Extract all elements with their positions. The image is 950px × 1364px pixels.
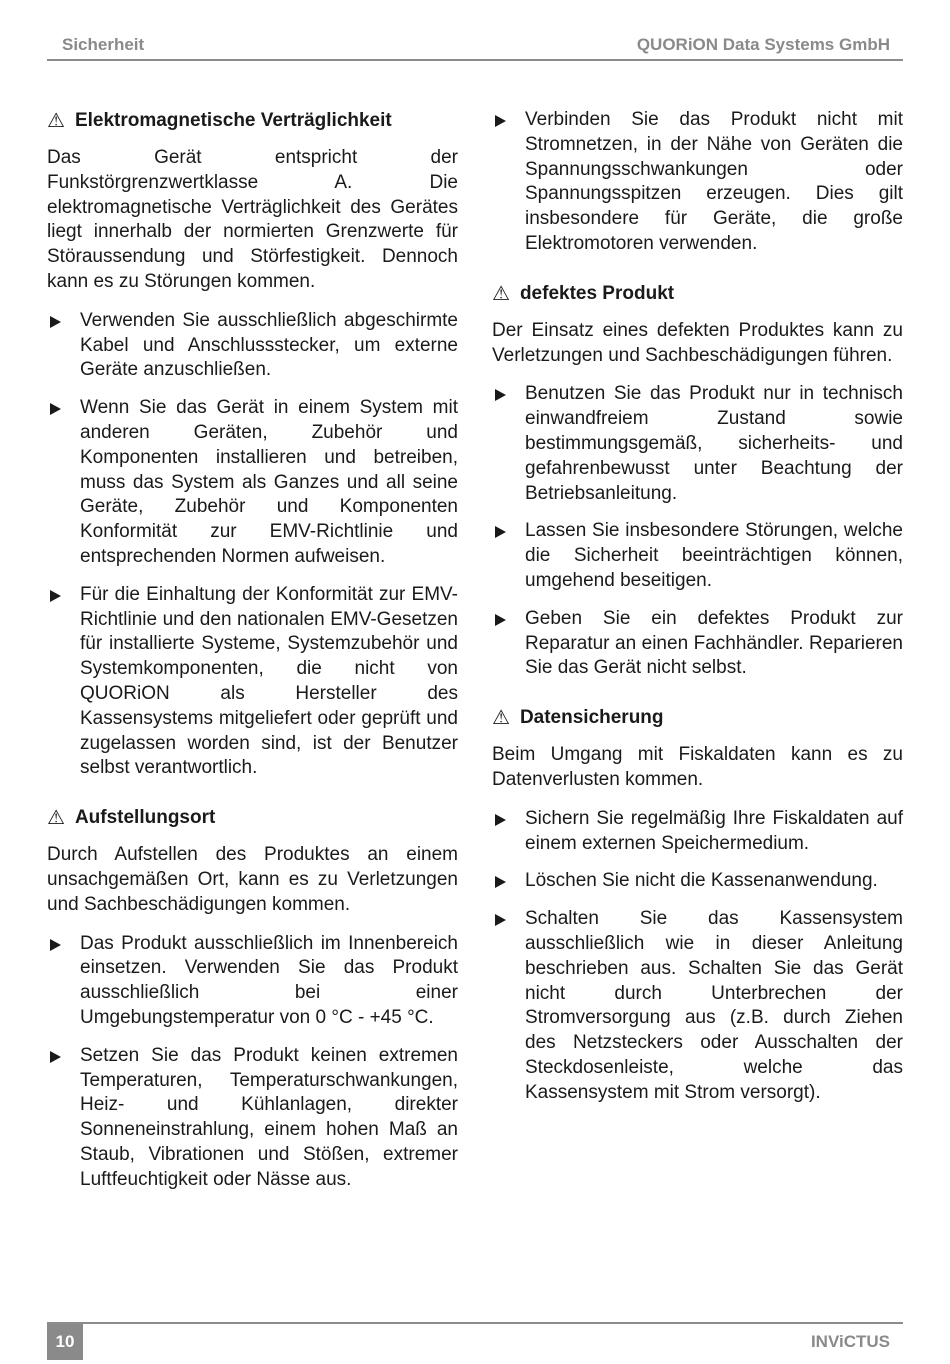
aufstellungsort-intro: Durch Aufstellen des Produktes an einem unsachgemäßen Ort, kann es zu Verletzungen und Sachbeschädigungen kommen.: [47, 844, 458, 915]
list-item-text: Wenn Sie das Gerät in einem System mit anderen Geräten, Zubehör und Komponenten installieren und betreiben, muss das System als Ganzes und all seine Geräte, Zubehör und Komponenten Konformität zur EMV-Richtlinie und entsprechenden Normen aufweisen.: [80, 397, 458, 567]
page-number: 10: [47, 1324, 83, 1360]
section-emv: [47, 108, 458, 781]
list-item-text: Benutzen Sie das Produkt nur in technisch einwandfreiem Zustand sowie bestimmungsgemäß, sicherheits- und gefahrenbewusst unter Beachtung der Betriebsanleitung.: [525, 383, 903, 504]
bullet-triangle-icon: [50, 590, 61, 602]
warning-icon: ⚠: [492, 282, 510, 305]
list-item-text: Geben Sie ein defektes Produkt zur Reparatur an einen Fachhändler. Reparieren Sie das Gerät nicht selbst.: [525, 607, 903, 679]
bullet-triangle-icon: [495, 614, 506, 626]
list-item: [47, 583, 458, 781]
heading-defektes-produkt: [492, 281, 903, 307]
bullet-triangle-icon: [495, 115, 506, 127]
list-item: [492, 108, 903, 257]
heading-datensicherung-text: Datensicherung: [519, 707, 664, 729]
heading-datensicherung: [492, 705, 903, 731]
warning-icon: ⚠: [47, 807, 65, 830]
footer-product-name: INViCTUS: [810, 1332, 890, 1351]
bullet-triangle-icon: [495, 914, 506, 926]
bullet-triangle-icon: [50, 939, 61, 951]
left-column: [47, 108, 458, 1216]
list-item-text: Sichern Sie regelmäßig Ihre Fiskaldaten auf einem externen Speichermedium.: [525, 807, 903, 854]
list-item: [492, 519, 903, 593]
section-aufstellungsort: [47, 805, 458, 1192]
list-item: [492, 869, 903, 894]
section-defektes-produkt: [492, 281, 903, 681]
emv-intro: Das Gerät entspricht der Funkstörgrenzwertklasse A. Die elektromagnetische Verträglichkeit des Gerätes liegt innerhalb der normierten Grenzwerte für Störaussendung und Störfestigkeit. Dennoch kann es zu Störungen kommen.: [47, 147, 458, 292]
list-item: [47, 309, 458, 383]
bullet-triangle-icon: [50, 316, 61, 328]
list-item-text: Setzen Sie das Produkt keinen extremen Temperaturen, Temperaturschwankungen, Heiz- und Kühlanlagen, direkter Sonneneinstrahlung, einem hohen Maß an Staub, Vibrationen und Stößen, extremer Luftfeuchtigkeit oder Nässe aus.: [80, 1044, 458, 1190]
datensicherung-intro: Beim Umgang mit Fiskaldaten kann es zu Datenverlusten kommen.: [492, 744, 903, 790]
section-datensicherung: [492, 705, 903, 1105]
right-column: [492, 108, 903, 1130]
heading-defektes-produkt-text: defektes Produkt: [519, 282, 675, 304]
bullet-triangle-icon: [495, 876, 506, 888]
heading-aufstellungsort: [47, 805, 458, 831]
header-divider: [47, 59, 903, 61]
header-section-title: Sicherheit: [62, 35, 145, 54]
list-item: [47, 396, 458, 570]
list-item: [492, 607, 903, 681]
defektes-produkt-intro: Der Einsatz eines defekten Produktes kann zu Verletzungen und Sachbeschädigungen führen.: [492, 319, 903, 366]
list-item: [492, 382, 903, 506]
header-company-name: QUORiON Data Systems GmbH: [636, 35, 890, 54]
warning-icon: ⚠: [492, 707, 510, 730]
footer-divider: [47, 1322, 903, 1324]
list-item-text: Verwenden Sie ausschließlich abgeschirmte Kabel und Anschlussstecker, um externe Geräte anzuschließen.: [80, 309, 458, 381]
heading-emv: [47, 108, 458, 134]
list-item-text: Verbinden Sie das Produkt nicht mit Stromnetzen, in der Nähe von Geräten die Spannungsschwankungen oder Spannungsspitzen erzeugen. Dies gilt insbesondere für Geräte, die große Elektromotoren verwenden.: [525, 109, 903, 254]
list-item: [47, 932, 458, 1031]
bullet-triangle-icon: [50, 1051, 61, 1063]
list-item-text: Lassen Sie insbesondere Störungen, welche die Sicherheit beeinträchtigen können, umgehend beseitigen.: [525, 520, 903, 591]
bullet-triangle-icon: [495, 526, 506, 538]
list-item: [492, 807, 903, 857]
list-item-text: Für die Einhaltung der Konformität zur EMV-Richtlinie und den nationalen EMV-Gesetzen für installierte Systeme, Systemzubehör und Systemkomponenten, die nicht von QUORiON als Hersteller des Kassensystems mitgeliefert oder geprüft und zugelassen worden sind, ist der Benutzer selbst verantwortlich.: [80, 583, 458, 779]
list-item: [492, 907, 903, 1105]
bullet-triangle-icon: [50, 403, 61, 415]
section-stromnetz: [492, 108, 903, 257]
list-item-text: Das Produkt ausschließlich im Innenbereich einsetzen. Verwenden Sie das Produkt ausschließlich bei einer Umgebungstemperatur von 0 °C - +45 °C.: [80, 932, 458, 1028]
warning-icon: ⚠: [47, 110, 65, 132]
bullet-triangle-icon: [495, 814, 506, 826]
heading-aufstellungsort-text: Aufstellungsort: [74, 807, 216, 829]
list-item: [47, 1044, 458, 1193]
list-item-text: Schalten Sie das Kassensystem ausschließlich wie in dieser Anleitung beschrieben aus. Schalten Sie das Gerät nicht durch Unterbrechen der Stromversorgung aus (z.B. durch Ziehen des Netzsteckers oder Ausschalten der Steckdosenleiste, welche das Kassensystem mit Strom versorgt).: [525, 908, 903, 1103]
heading-emv-text: Elektromagnetische Verträglichkeit: [74, 110, 392, 131]
bullet-triangle-icon: [495, 389, 506, 401]
list-item-text: Löschen Sie nicht die Kassenanwendung.: [525, 870, 878, 892]
